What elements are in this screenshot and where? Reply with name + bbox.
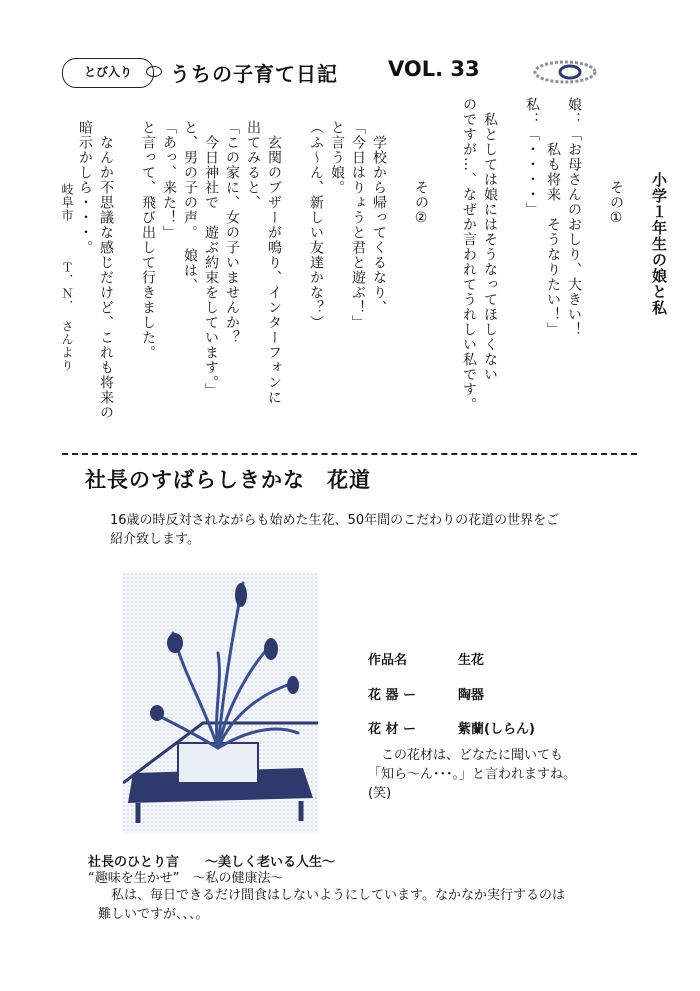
spec-name-value: 生花	[458, 653, 485, 668]
intro-text: 16歳の時反対されながらも始めた生花、50年間のこだわりの花道の世界をご紹介致します。	[110, 513, 560, 547]
header-title: うちの子育て日記	[170, 62, 338, 86]
part2-line: 今日神社で 遊ぶ約束をしています。」	[203, 120, 219, 398]
volume-number: VOL. 33	[388, 57, 480, 81]
part1-line: 私：「・・・・」	[524, 97, 540, 217]
footer-subheading: “趣味を生かせ” ～私の健康法～	[88, 871, 284, 886]
part1-label: その①	[608, 180, 624, 227]
footer-body: 私は、毎日できるだけ間食はしないようにしています。なかなか実行するのは難しいですが、、、。	[98, 888, 565, 922]
part2-line	[116, 120, 137, 450]
spec-vessel-value: 陶器	[458, 688, 485, 703]
part2-line	[284, 120, 305, 450]
part2-line: と言って、飛び出して行きました。	[140, 120, 156, 360]
spec-material-label: 花 材 ー	[368, 722, 417, 737]
part1-text	[458, 97, 584, 437]
part2-line: 玄関のブザーが鳴り、インターフォンに	[266, 120, 282, 405]
part2-line: 暗示かしら・・・。	[77, 120, 93, 255]
part2-label: その②	[413, 180, 429, 227]
flower-note: この花材は、どなたに聞いても「知ら～ん･･･。」と言われますね。(笑)	[368, 748, 577, 801]
spec-material-value: 紫蘭(しらん)	[458, 722, 535, 737]
footer-heading: 社長のひとり言 ～美しく老いる人生～	[88, 855, 336, 870]
flower-arrangement-photo	[123, 573, 318, 833]
part1-line: 私としては娘にはそうなってほしくない	[482, 97, 498, 382]
part2-line: なんか不思議な感じだけど、これも将来の	[98, 120, 114, 420]
part1-line: 娘：「お母さんのおしり、大きい！	[566, 97, 582, 337]
part1-line: のですが…、なぜか言われてうれしい私です。	[461, 97, 477, 412]
section-title: 社長のすばらしきかな 花道	[85, 468, 371, 492]
section-divider	[62, 453, 637, 455]
spec-vessel-label: 花 器 ー	[368, 688, 417, 703]
part1-line	[500, 97, 521, 437]
speech-tail-icon	[146, 66, 162, 77]
spec-name-label: 作品名	[368, 653, 408, 668]
part2-line: （ふ～ん、新しい友達かな？）	[308, 120, 324, 330]
author-credit: 岐阜市 Ｔ．Ｎ． さんより	[60, 183, 74, 372]
part2-line: と、男の子の声。 娘は、	[182, 120, 198, 293]
part2-line: と言う娘。	[329, 120, 345, 195]
part2-line: 出てみると、	[245, 120, 261, 210]
header-badge: とび入り	[62, 58, 154, 88]
part1-line: 私も将来 そうなりたい！」	[545, 97, 561, 337]
diary-heading: 小学１年生の娘と私	[650, 172, 668, 316]
part2-line: 「今日はりょうと君と遊ぶ！」	[350, 120, 366, 330]
ring-ornament-icon	[530, 58, 600, 86]
part2-text	[74, 120, 389, 450]
part2-line: 学校から帰ってくるなり、	[371, 120, 387, 315]
part2-line: 「この家に、女の子いませんか？	[224, 120, 240, 345]
part2-line: 「あっ、来た！」	[161, 120, 177, 240]
